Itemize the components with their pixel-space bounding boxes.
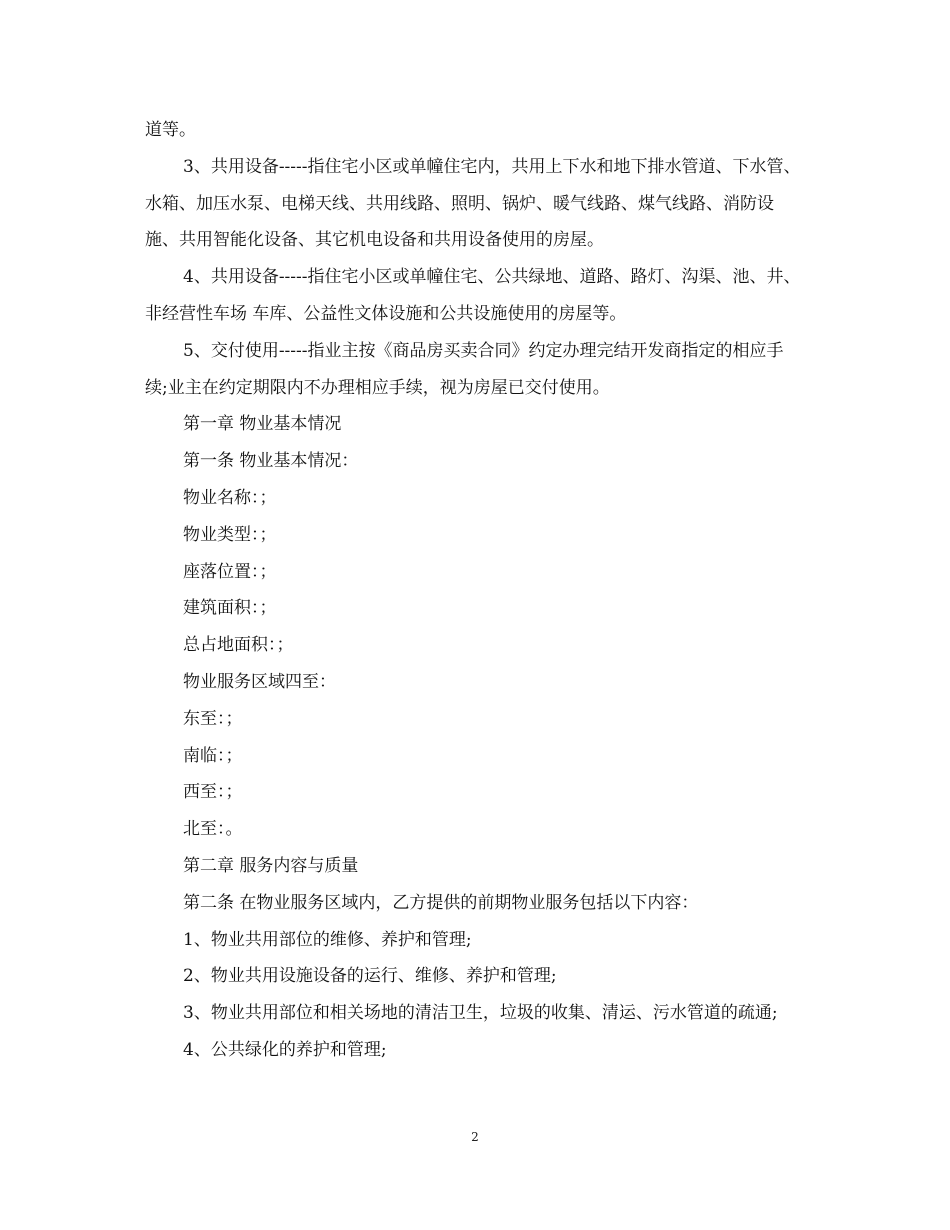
article-2-heading: 第二条 在物业服务区域内，乙方提供的前期物业服务包括以下内容： (183, 892, 699, 913)
article-1-heading: 第一条 物业基本情况： (183, 451, 359, 472)
field-property-type: 物业类型：； (183, 524, 277, 545)
chapter-2-heading: 第二章 服务内容与质量 (183, 855, 359, 876)
document-body (145, 112, 805, 1069)
paragraph-delivery-use: 5、交付使用-----指业主按《商品房买卖合同》约定办理完结开发商指定的相应手续;业主在约定期限内不办理相应手续，视为房屋已交付使用。 (145, 340, 784, 398)
service-item-3: 3、物业共用部位和相关场地的清洁卫生，垃圾的收集、清运、污水管道的疏通; (183, 1003, 778, 1024)
paragraph-shared-equipment-3: 3、共用设备-----指住宅小区或单幢住宅内，共用上下水和地下排水管道、下水管、水箱、加压水泵、电梯天线、共用线路、照明、锅炉、暖气线路、煤气线路、消防设施、共用智能化设备、其它机电设备和共用设备使用的房屋。 (145, 156, 801, 251)
field-location: 座落位置：； (183, 561, 277, 582)
service-item-4: 4、公共绿化的养护和管理; (183, 1039, 387, 1060)
field-south-boundary: 南临：； (183, 745, 243, 766)
service-item-1: 1、物业共用部位的维修、养护和管理; (183, 929, 472, 950)
field-property-name: 物业名称：； (183, 487, 277, 508)
paragraph-shared-equipment-4: 4、共用设备-----指住宅小区或单幢住宅、公共绿地、道路、路灯、沟渠、池、井、非经营性车场 车库、公益性文体设施和公共设施使用的房屋等。 (145, 267, 801, 324)
field-east-boundary: 东至：； (183, 708, 243, 729)
service-item-2: 2、物业共用设施设备的运行、维修、养护和管理; (183, 966, 557, 987)
field-total-land-area: 总占地面积：； (183, 635, 294, 656)
page-number: 2 (471, 1130, 479, 1144)
field-building-area: 建筑面积：； (183, 598, 277, 619)
paragraph-continuation: 道等。 (145, 120, 196, 140)
field-west-boundary: 西至：； (183, 782, 243, 803)
field-north-boundary: 北至：。 (183, 819, 243, 840)
field-service-boundaries: 物业服务区域四至： (183, 671, 336, 692)
chapter-1-heading: 第一章 物业基本情况 (183, 414, 342, 435)
